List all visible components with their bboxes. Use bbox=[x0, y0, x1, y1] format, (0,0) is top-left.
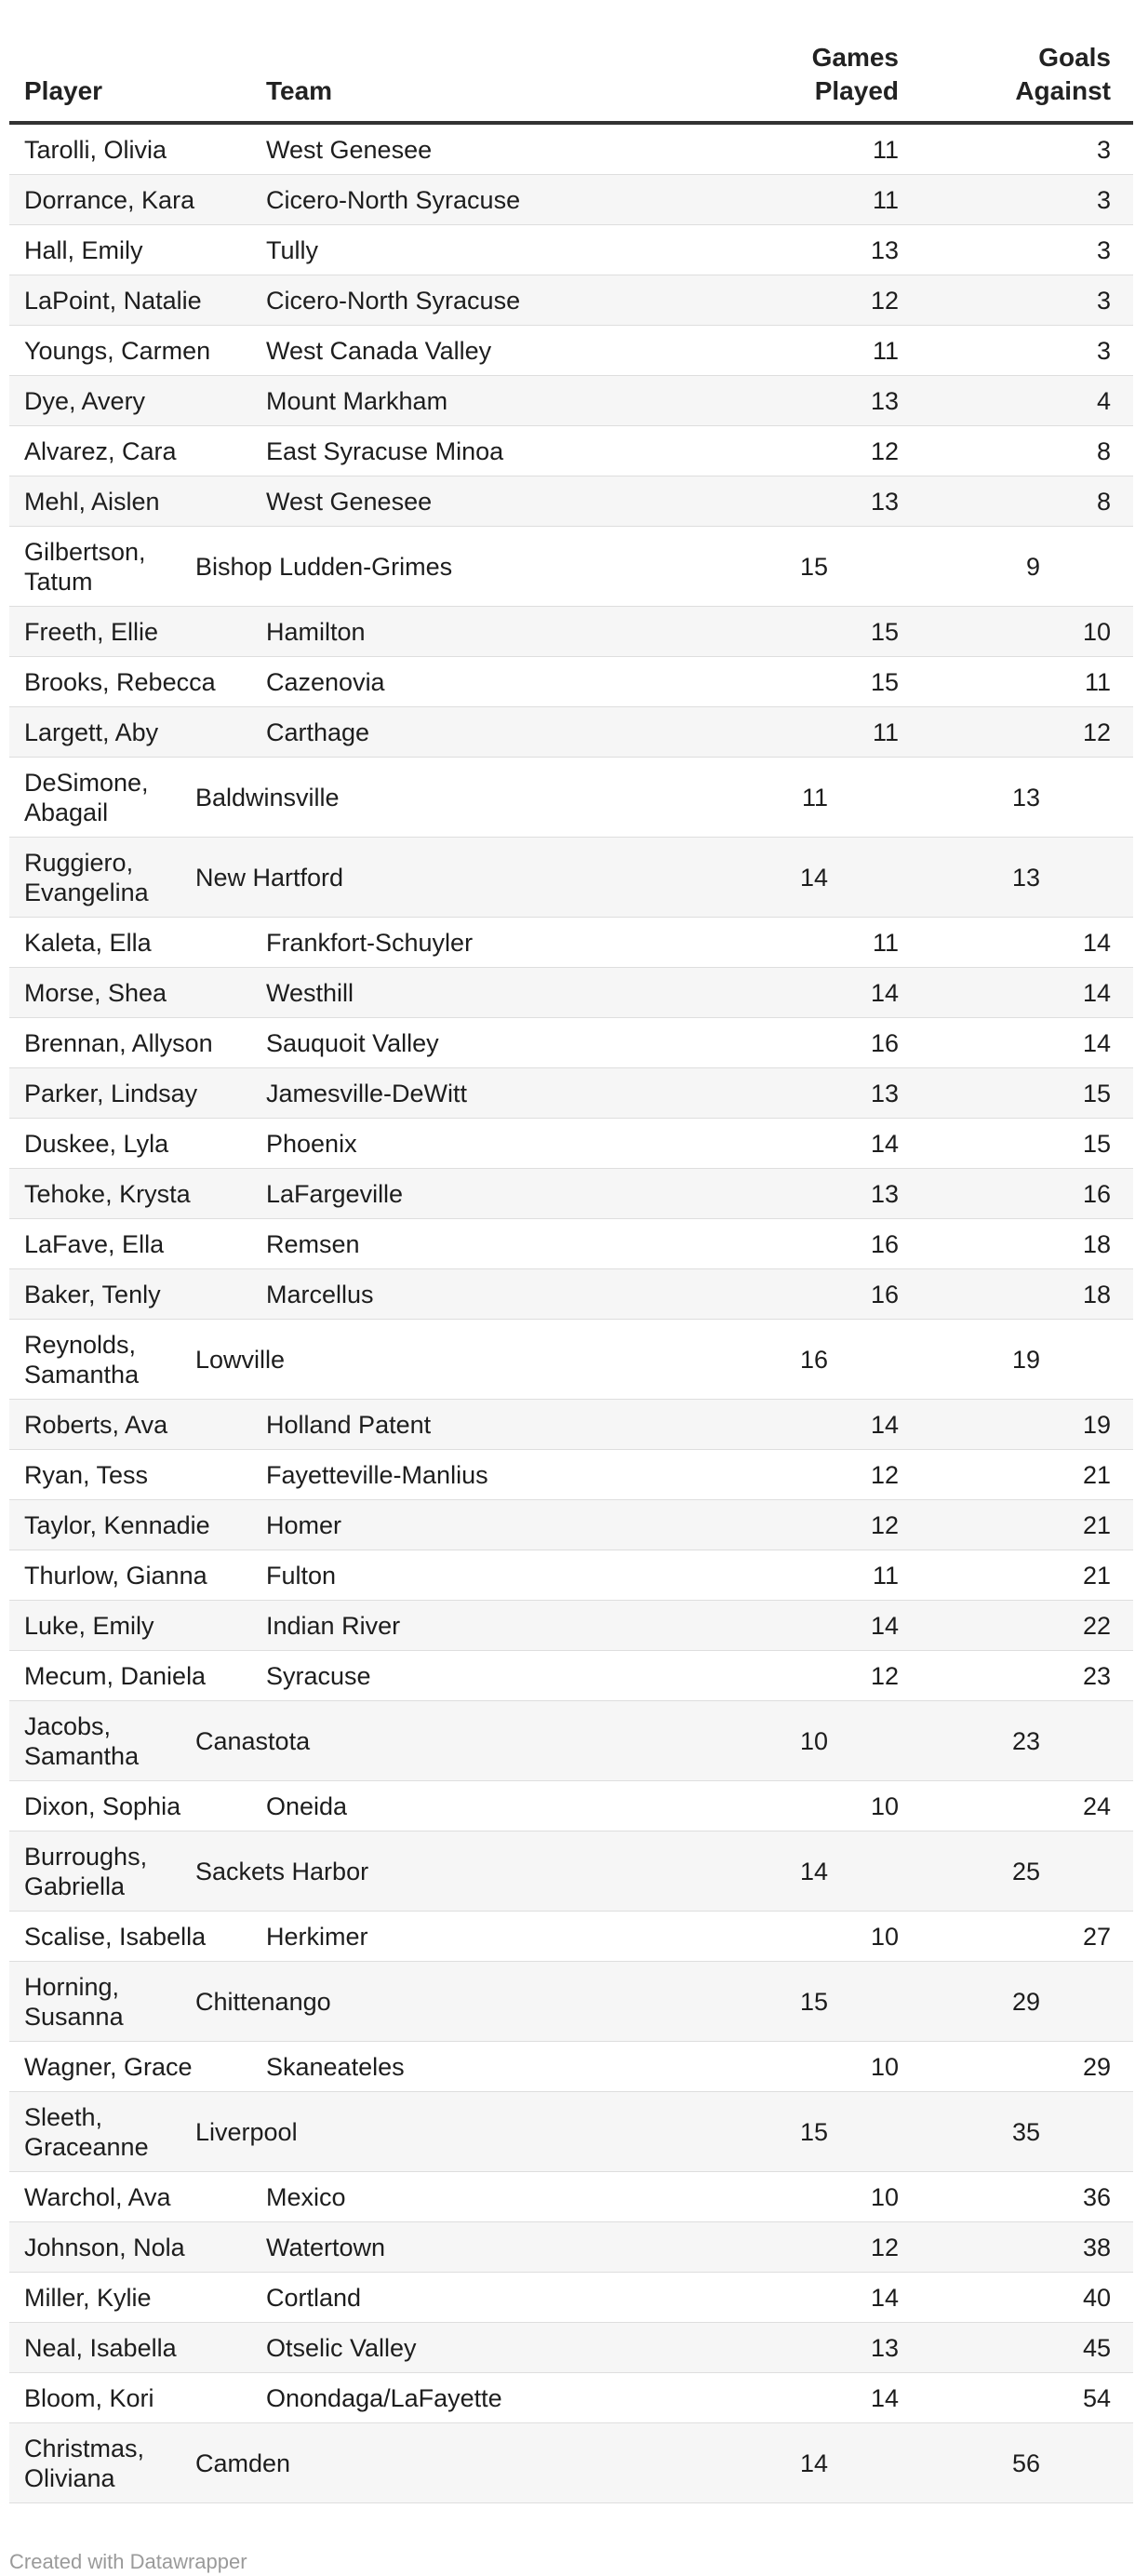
cell-team: Phoenix bbox=[266, 1129, 357, 1158]
table-row bbox=[9, 1119, 1133, 1169]
cell-team: Sackets Harbor bbox=[195, 1857, 369, 1885]
table-row bbox=[9, 376, 1133, 426]
cell-team: New Hartford bbox=[195, 863, 344, 892]
cell-games-played: 16 bbox=[870, 1028, 899, 1057]
cell-games-played: 14 bbox=[870, 1611, 899, 1640]
cell-goals-against: 16 bbox=[1082, 1179, 1111, 1208]
cell-games-played: 16 bbox=[870, 1229, 899, 1258]
cell-games-played: 13 bbox=[870, 386, 899, 415]
cell-player: LaPoint, Natalie bbox=[24, 286, 202, 315]
cell-goals-against: 22 bbox=[1082, 1611, 1111, 1640]
cell-team: Indian River bbox=[266, 1611, 401, 1640]
table-row bbox=[9, 1018, 1133, 1068]
cell-goals-against: 9 bbox=[1025, 552, 1040, 581]
cell-goals-against: 12 bbox=[1082, 718, 1111, 746]
cell-games-played: 15 bbox=[799, 552, 828, 581]
cell-team: Jamesville-DeWitt bbox=[266, 1079, 468, 1107]
table-row bbox=[9, 275, 1133, 326]
table-row bbox=[9, 1701, 1133, 1781]
table-row bbox=[9, 838, 1133, 918]
cell-goals-against: 21 bbox=[1082, 1510, 1111, 1539]
cell-player: LaFave, Ella bbox=[24, 1229, 165, 1258]
table-row bbox=[9, 1169, 1133, 1219]
cell-team: Cicero-North Syracuse bbox=[266, 185, 521, 214]
table-header bbox=[9, 37, 1133, 125]
cell-goals-against: 21 bbox=[1082, 1460, 1111, 1489]
cell-games-played: 11 bbox=[801, 783, 828, 812]
cell-player: Morse, Shea bbox=[24, 978, 167, 1007]
table-row bbox=[9, 2092, 1133, 2172]
cell-goals-against: 36 bbox=[1082, 2182, 1111, 2211]
table-row bbox=[9, 1962, 1133, 2042]
cell-goals-against: 10 bbox=[1082, 617, 1111, 646]
cell-goals-against: 21 bbox=[1082, 1561, 1111, 1590]
cell-player: Sleeth, Graceanne bbox=[24, 2102, 149, 2161]
cell-team: Cortland bbox=[266, 2283, 362, 2312]
table-row bbox=[9, 125, 1133, 175]
cell-games-played: 15 bbox=[870, 617, 899, 646]
header-team[interactable]: Team bbox=[266, 76, 333, 105]
cell-games-played: 11 bbox=[872, 1561, 899, 1590]
cell-player: Baker, Tenly bbox=[24, 1280, 161, 1308]
cell-player: Taylor, Kennadie bbox=[24, 1510, 210, 1539]
cell-goals-against: 3 bbox=[1096, 336, 1111, 365]
table-row bbox=[9, 326, 1133, 376]
cell-team: Carthage bbox=[266, 718, 370, 746]
cell-player: Dorrance, Kara bbox=[24, 185, 195, 214]
cell-goals-against: 8 bbox=[1096, 436, 1111, 465]
cell-team: West Genesee bbox=[266, 135, 433, 164]
cell-player: Ruggiero, Evangelina bbox=[24, 848, 149, 906]
table-row bbox=[9, 2222, 1133, 2273]
table-row bbox=[9, 1219, 1133, 1269]
cell-team: Fulton bbox=[266, 1561, 337, 1590]
cell-team: Remsen bbox=[266, 1229, 360, 1258]
cell-player: Johnson, Nola bbox=[24, 2233, 185, 2261]
cell-games-played: 12 bbox=[870, 286, 899, 315]
cell-team: West Canada Valley bbox=[266, 336, 492, 365]
cell-player: Alvarez, Cara bbox=[24, 436, 177, 465]
cell-games-played: 13 bbox=[870, 1079, 899, 1107]
cell-team: Skaneateles bbox=[266, 2052, 405, 2081]
cell-team: Liverpool bbox=[195, 2117, 298, 2146]
cell-goals-against: 15 bbox=[1082, 1129, 1111, 1158]
table-row bbox=[9, 657, 1133, 707]
cell-games-played: 12 bbox=[870, 2233, 899, 2261]
cell-games-played: 14 bbox=[870, 1129, 899, 1158]
cell-player: Wagner, Grace bbox=[24, 2052, 193, 2081]
cell-player: Bloom, Kori bbox=[24, 2383, 154, 2412]
cell-goals-against: 19 bbox=[1082, 1410, 1111, 1439]
cell-games-played: 10 bbox=[870, 2052, 899, 2081]
datawrapper-credit[interactable]: Created with Datawrapper bbox=[9, 2550, 247, 2573]
header-player[interactable]: Player bbox=[24, 76, 103, 105]
cell-team: Frankfort-Schuyler bbox=[266, 928, 474, 957]
cell-games-played: 14 bbox=[870, 978, 899, 1007]
cell-goals-against: 25 bbox=[1011, 1857, 1040, 1885]
cell-team: Watertown bbox=[266, 2233, 386, 2261]
cell-team: Fayetteville-Manlius bbox=[266, 1460, 488, 1489]
cell-team: West Genesee bbox=[266, 487, 433, 516]
cell-player: Roberts, Ava bbox=[24, 1410, 168, 1439]
cell-goals-against: 11 bbox=[1084, 667, 1111, 696]
cell-player: Jacobs, Samantha bbox=[24, 1711, 140, 1770]
cell-player: Luke, Emily bbox=[24, 1611, 154, 1640]
table-row bbox=[9, 1601, 1133, 1651]
cell-goals-against: 35 bbox=[1011, 2117, 1040, 2146]
cell-games-played: 12 bbox=[870, 1661, 899, 1690]
cell-player: Mecum, Daniela bbox=[24, 1661, 207, 1690]
cell-player: Neal, Isabella bbox=[24, 2333, 177, 2362]
cell-player: Hall, Emily bbox=[24, 235, 143, 264]
cell-goals-against: 19 bbox=[1011, 1345, 1040, 1374]
header-games-played[interactable]: Games Played bbox=[811, 43, 899, 105]
table-row bbox=[9, 1781, 1133, 1831]
table-row bbox=[9, 607, 1133, 657]
table-row bbox=[9, 918, 1133, 968]
cell-games-played: 11 bbox=[872, 185, 899, 214]
cell-games-played: 12 bbox=[870, 1460, 899, 1489]
cell-player: Mehl, Aislen bbox=[24, 487, 160, 516]
cell-goals-against: 15 bbox=[1082, 1079, 1111, 1107]
table-row bbox=[9, 2172, 1133, 2222]
cell-player: Youngs, Carmen bbox=[24, 336, 211, 365]
table-row bbox=[9, 2373, 1133, 2423]
cell-games-played: 13 bbox=[870, 2333, 899, 2362]
cell-goals-against: 13 bbox=[1011, 863, 1040, 892]
cell-team: Cazenovia bbox=[266, 667, 385, 696]
table-row bbox=[9, 707, 1133, 758]
cell-games-played: 15 bbox=[799, 2117, 828, 2146]
cell-goals-against: 3 bbox=[1096, 286, 1111, 315]
cell-player: Warchol, Ava bbox=[24, 2182, 171, 2211]
cell-team: Chittenango bbox=[195, 1987, 331, 2016]
cell-games-played: 11 bbox=[872, 928, 899, 957]
cell-goals-against: 3 bbox=[1096, 235, 1111, 264]
cell-goals-against: 14 bbox=[1082, 928, 1111, 957]
cell-games-played: 14 bbox=[870, 2283, 899, 2312]
cell-team: Bishop Ludden-Grimes bbox=[195, 552, 453, 581]
table-row bbox=[9, 225, 1133, 275]
cell-team: Marcellus bbox=[266, 1280, 374, 1308]
cell-games-played: 13 bbox=[870, 1179, 899, 1208]
cell-goals-against: 27 bbox=[1082, 1922, 1111, 1951]
cell-goals-against: 54 bbox=[1082, 2383, 1111, 2412]
table-row bbox=[9, 527, 1133, 607]
cell-games-played: 10 bbox=[870, 2182, 899, 2211]
cell-team: Lowville bbox=[195, 1345, 286, 1374]
table-row bbox=[9, 1320, 1133, 1400]
cell-player: Miller, Kylie bbox=[24, 2283, 152, 2312]
cell-goals-against: 29 bbox=[1011, 1987, 1040, 2016]
cell-games-played: 12 bbox=[870, 1510, 899, 1539]
cell-player: Duskee, Lyla bbox=[24, 1129, 169, 1158]
table-row bbox=[9, 2323, 1133, 2373]
cell-goals-against: 56 bbox=[1011, 2449, 1040, 2477]
cell-games-played: 16 bbox=[870, 1280, 899, 1308]
cell-games-played: 15 bbox=[870, 667, 899, 696]
cell-player: Gilbertson, Tatum bbox=[24, 537, 146, 596]
cell-player: Dye, Avery bbox=[24, 386, 146, 415]
cell-goals-against: 23 bbox=[1011, 1726, 1040, 1755]
cell-games-played: 14 bbox=[799, 863, 828, 892]
cell-team: Canastota bbox=[195, 1726, 311, 1755]
cell-player: Tarolli, Olivia bbox=[24, 135, 167, 164]
header-goals-against[interactable]: Goals Against bbox=[1015, 43, 1111, 105]
cell-goals-against: 3 bbox=[1096, 185, 1111, 214]
cell-goals-against: 38 bbox=[1082, 2233, 1111, 2261]
cell-player: Reynolds, Samantha bbox=[24, 1330, 140, 1389]
cell-team: Homer bbox=[266, 1510, 342, 1539]
cell-player: Scalise, Isabella bbox=[24, 1922, 207, 1951]
cell-games-played: 10 bbox=[870, 1922, 899, 1951]
table-body bbox=[9, 125, 1133, 2503]
cell-goals-against: 13 bbox=[1011, 783, 1040, 812]
cell-games-played: 13 bbox=[870, 235, 899, 264]
table-row bbox=[9, 968, 1133, 1018]
cell-games-played: 10 bbox=[870, 1791, 899, 1820]
cell-goals-against: 14 bbox=[1082, 978, 1111, 1007]
cell-games-played: 10 bbox=[799, 1726, 828, 1755]
cell-games-played: 14 bbox=[799, 2449, 828, 2477]
cell-team: Mount Markham bbox=[266, 386, 448, 415]
cell-goals-against: 4 bbox=[1096, 386, 1111, 415]
table-row bbox=[9, 2273, 1133, 2323]
cell-player: Burroughs, Gabriella bbox=[24, 1842, 148, 1900]
cell-team: Hamilton bbox=[266, 617, 366, 646]
cell-player: Largett, Aby bbox=[24, 718, 159, 746]
cell-team: Camden bbox=[195, 2449, 291, 2477]
table-row bbox=[9, 1550, 1133, 1601]
cell-team: Otselic Valley bbox=[266, 2333, 417, 2362]
cell-player: Brennan, Allyson bbox=[24, 1028, 213, 1057]
table-row bbox=[9, 1651, 1133, 1701]
cell-team: Oneida bbox=[266, 1791, 348, 1820]
cell-player: Christmas, Oliviana bbox=[24, 2434, 145, 2492]
cell-goals-against: 8 bbox=[1096, 487, 1111, 516]
cell-player: Freeth, Ellie bbox=[24, 617, 159, 646]
table-row bbox=[9, 758, 1133, 838]
cell-games-played: 13 bbox=[870, 487, 899, 516]
cell-games-played: 11 bbox=[872, 718, 899, 746]
cell-goals-against: 18 bbox=[1082, 1280, 1111, 1308]
table-row bbox=[9, 1450, 1133, 1500]
cell-goals-against: 40 bbox=[1082, 2283, 1111, 2312]
cell-team: Herkimer bbox=[266, 1922, 368, 1951]
table-row bbox=[9, 2042, 1133, 2092]
table-row bbox=[9, 1269, 1133, 1320]
cell-games-played: 14 bbox=[799, 1857, 828, 1885]
cell-player: Parker, Lindsay bbox=[24, 1079, 198, 1107]
table-row bbox=[9, 426, 1133, 476]
cell-player: Dixon, Sophia bbox=[24, 1791, 181, 1820]
cell-goals-against: 23 bbox=[1082, 1661, 1111, 1690]
table-row bbox=[9, 1068, 1133, 1119]
cell-games-played: 16 bbox=[799, 1345, 828, 1374]
table-row bbox=[9, 1912, 1133, 1962]
cell-team: Baldwinsville bbox=[195, 783, 340, 812]
cell-team: East Syracuse Minoa bbox=[266, 436, 504, 465]
cell-player: DeSimone, Abagail bbox=[24, 768, 149, 826]
cell-team: Syracuse bbox=[266, 1661, 371, 1690]
cell-goals-against: 29 bbox=[1082, 2052, 1111, 2081]
cell-games-played: 14 bbox=[870, 2383, 899, 2412]
cell-player: Kaleta, Ella bbox=[24, 928, 152, 957]
cell-goals-against: 14 bbox=[1082, 1028, 1111, 1057]
table-row bbox=[9, 1400, 1133, 1450]
cell-player: Tehoke, Krysta bbox=[24, 1179, 191, 1208]
cell-games-played: 15 bbox=[799, 1987, 828, 2016]
cell-games-played: 11 bbox=[872, 135, 899, 164]
cell-player: Horning, Susanna bbox=[24, 1972, 124, 2031]
table-row bbox=[9, 2423, 1133, 2503]
cell-team: Tully bbox=[266, 235, 319, 264]
cell-team: Mexico bbox=[266, 2182, 346, 2211]
cell-goals-against: 18 bbox=[1082, 1229, 1111, 1258]
table-row bbox=[9, 175, 1133, 225]
cell-player: Ryan, Tess bbox=[24, 1460, 149, 1489]
cell-player: Brooks, Rebecca bbox=[24, 667, 216, 696]
cell-games-played: 14 bbox=[870, 1410, 899, 1439]
table-row bbox=[9, 1500, 1133, 1550]
table-row bbox=[9, 1831, 1133, 1912]
cell-team: Holland Patent bbox=[266, 1410, 432, 1439]
cell-goals-against: 3 bbox=[1096, 135, 1111, 164]
cell-team: Sauquoit Valley bbox=[266, 1028, 439, 1057]
cell-goals-against: 24 bbox=[1082, 1791, 1111, 1820]
cell-goals-against: 45 bbox=[1082, 2333, 1111, 2362]
table-row bbox=[9, 476, 1133, 527]
cell-games-played: 12 bbox=[870, 436, 899, 465]
cell-team: Westhill bbox=[266, 978, 354, 1007]
cell-player: Thurlow, Gianna bbox=[24, 1561, 207, 1590]
cell-team: Onondaga/LaFayette bbox=[266, 2383, 502, 2412]
cell-team: Cicero-North Syracuse bbox=[266, 286, 521, 315]
cell-team: LaFargeville bbox=[266, 1179, 404, 1208]
data-table bbox=[9, 37, 1133, 2503]
cell-games-played: 11 bbox=[872, 336, 899, 365]
